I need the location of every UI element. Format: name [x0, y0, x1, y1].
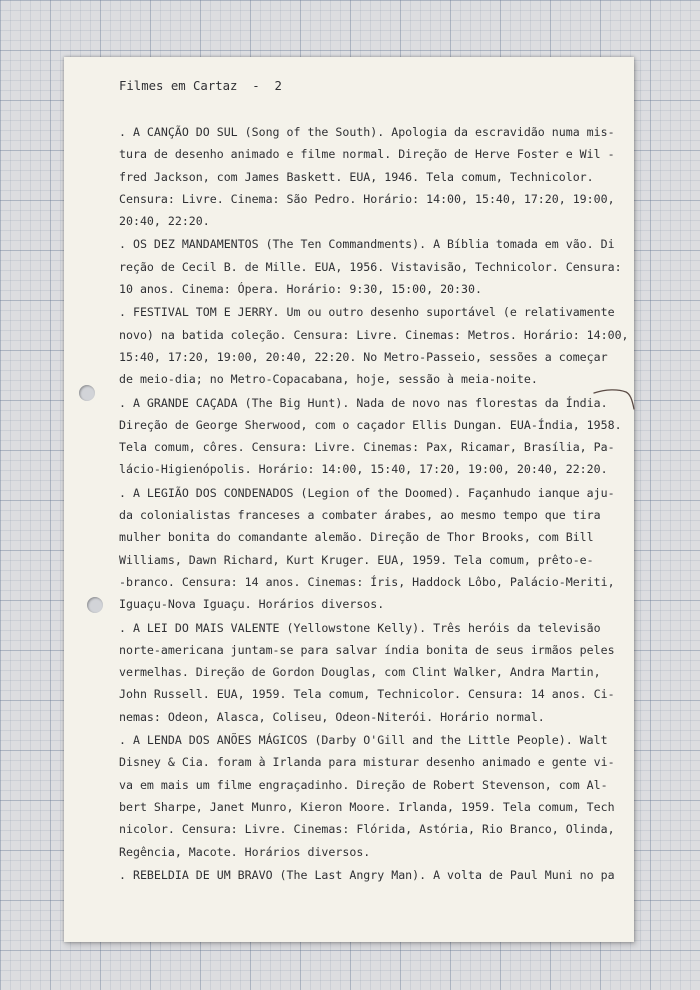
film-entry: [119, 864, 629, 886]
entry-line: de meio-dia; no Metro-Copacabana, hoje, sessão à meia-noite.: [119, 372, 538, 387]
entry-line: Disney & Cia. foram à Irlanda para misturar desenho animado e gente vi-: [119, 755, 615, 770]
entry-line: 10 anos. Cinema: Ópera. Horário: 9:30, 15:00, 20:30.: [119, 282, 482, 297]
film-entry: [119, 233, 629, 300]
entry-line: nemas: Odeon, Alasca, Coliseu, Odeon-Niterói. Horário normal.: [119, 709, 545, 724]
entry-line: novo) na batida coleção. Censura: Livre. Cinemas: Metros. Horário: 14:00,: [119, 327, 629, 342]
entry-line: mulher bonita do comandante alemão. Direção de Thor Brooks, com Bill: [119, 530, 594, 545]
entry-line: tura de desenho animado e filme normal. Direção de Herve Foster e Wil -: [119, 147, 615, 162]
entry-line: Censura: Livre. Cinema: São Pedro. Horário: 14:00, 15:40, 17:20, 19:00,: [119, 191, 615, 206]
binder-hole: [87, 597, 103, 613]
entry-line: . OS DEZ MANDAMENTOS (The Ten Commandments). A Bíblia tomada em vão. Di: [119, 237, 615, 252]
entry-line: va em mais um filme engraçadinho. Direção de Robert Stevenson, com Al-: [119, 777, 608, 792]
entry-line: Iguaçu-Nova Iguaçu. Horários diversos.: [119, 597, 385, 612]
entry-line: Direção de George Sherwood, com o caçador Ellis Dungan. EUA-Índia, 1958.: [119, 417, 622, 432]
entry-line: John Russell. EUA, 1959. Tela comum, Technicolor. Censura: 14 anos. Ci-: [119, 687, 615, 702]
entry-line: reção de Cecil B. de Mille. EUA, 1956. Vistavisão, Technicolor. Censura:: [119, 259, 622, 274]
entry-line: nicolor. Censura: Livre. Cinemas: Flórida, Astória, Rio Branco, Olinda,: [119, 822, 615, 837]
entry-line: . A LEGIÃO DOS CONDENADOS (Legion of the Doomed). Façanhudo ianque aju-: [119, 485, 615, 500]
page-title: Filmes em Cartaz - 2: [119, 79, 282, 93]
entry-line: . A LENDA DOS ANÕES MÁGICOS (Darby O'Gill and the Little People). Walt: [119, 733, 608, 748]
entry-line: bert Sharpe, Janet Munro, Kieron Moore. Irlanda, 1959. Tela comum, Tech: [119, 799, 615, 814]
entry-line: . A GRANDE CAÇADA (The Big Hunt). Nada de novo nas florestas da Índia.: [119, 395, 608, 410]
entry-line: 15:40, 17:20, 19:00, 20:40, 22:20. No Metro-Passeio, sessões a começar: [119, 349, 608, 364]
binder-hole: [79, 385, 95, 401]
entry-line: 20:40, 22:20.: [119, 214, 210, 229]
film-entry: [119, 392, 629, 481]
typewritten-page: [64, 57, 634, 942]
film-listing: [119, 121, 629, 886]
entry-line: norte-americana juntam-se para salvar índia bonita de seus irmãos peles: [119, 642, 615, 657]
film-entry: [119, 121, 629, 232]
entry-line: . A CANÇÃO DO SUL (Song of the South). Apologia da escravidão numa mis-: [119, 125, 615, 139]
entry-line: fred Jackson, com James Baskett. EUA, 1946. Tela comum, Technicolor.: [119, 169, 594, 184]
entry-line: . A LEI DO MAIS VALENTE (Yellowstone Kelly). Três heróis da televisão: [119, 620, 601, 635]
entry-line: . FESTIVAL TOM E JERRY. Um ou outro desenho suportável (e relativamente: [119, 305, 615, 320]
entry-line: -branco. Censura: 14 anos. Cinemas: Íris, Haddock Lôbo, Palácio-Meriti,: [119, 574, 615, 589]
entry-line: . REBELDIA DE UM BRAVO (The Last Angry Man). A volta de Paul Muni no pa: [119, 867, 615, 882]
entry-line: lácio-Higienópolis. Horário: 14:00, 15:40, 17:20, 19:00, 20:40, 22:20.: [119, 462, 608, 477]
entry-line: vermelhas. Direção de Gordon Douglas, com Clint Walker, Andra Martin,: [119, 665, 601, 680]
entry-line: Regência, Macote. Horários diversos.: [119, 844, 371, 859]
film-entry: [119, 617, 629, 728]
entry-line: Williams, Dawn Richard, Kurt Kruger. EUA, 1959. Tela comum, prêto-e-: [119, 552, 594, 567]
film-entry: [119, 301, 629, 390]
entry-line: da colonialistas franceses a combater árabes, ao mesmo tempo que tira: [119, 508, 601, 523]
film-entry: [119, 482, 629, 616]
entry-line: Tela comum, côres. Censura: Livre. Cinemas: Pax, Ricamar, Brasília, Pa-: [119, 440, 615, 455]
film-entry: [119, 729, 629, 863]
